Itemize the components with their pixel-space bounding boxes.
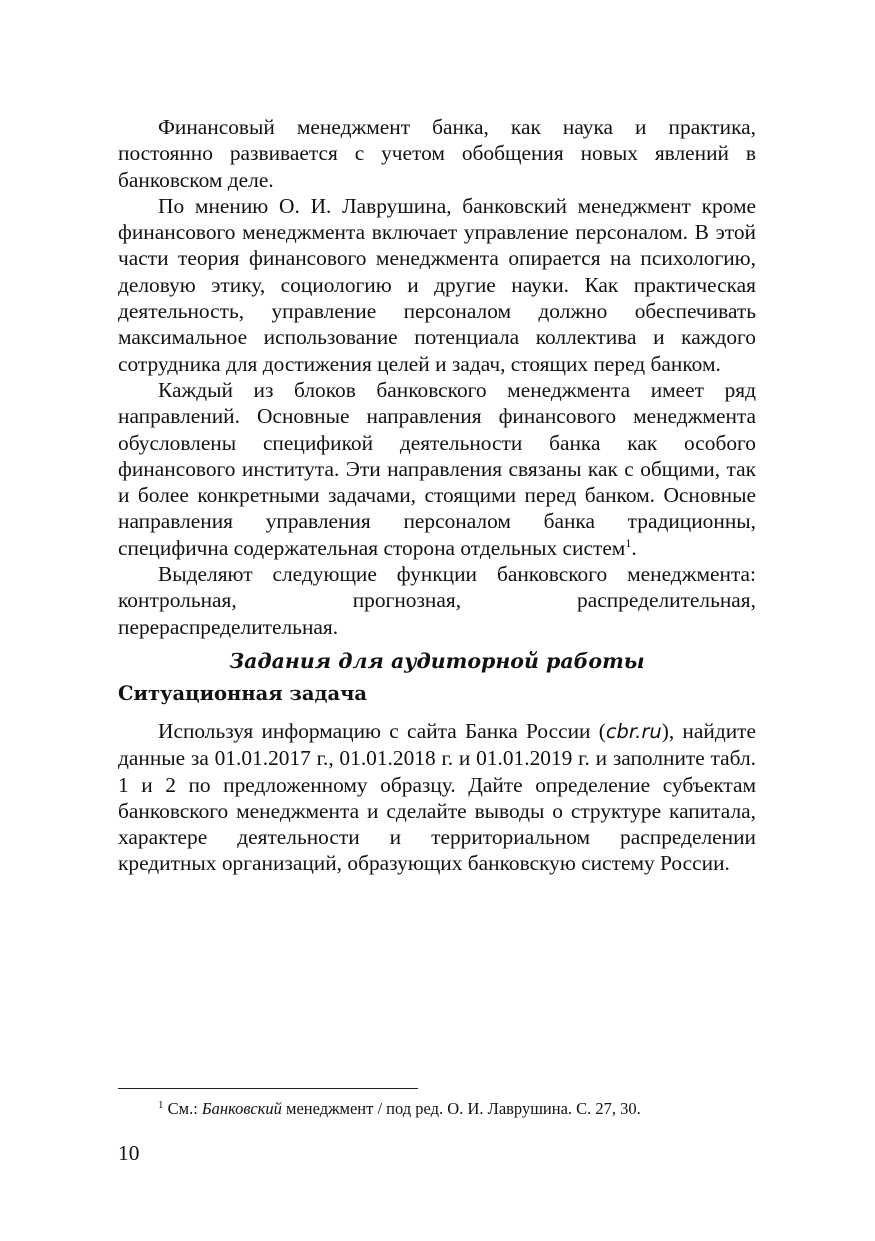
paragraph-task	[118, 718, 756, 877]
paragraph-management-blocks-text: Каждый из блоков банковского менеджмента имеет ряд направлений. Основные направления финансового менеджмента обусловлены спецификой деятельности банка как особого финансового института. Эти направления связаны как с общими, так и более конкретными задачами, стоящими перед банком. Основные направления управления персоналом банка традиционны, специфична содержательная сторона отдельных систем	[118, 377, 756, 560]
sub-heading: Ситуационная задача	[118, 681, 368, 705]
paragraph-end-punctuation: .	[631, 535, 637, 560]
cbr-site-reference: cbr.ru	[605, 719, 662, 743]
task-text-end: ), найдите данные за 01.01.2017 г., 01.01.2018 г. и 01.01.2019 г. и заполните табл. 1 и 2 по предложенному образцу. Дайте определение субъектам банковского менеджмента и сделайте выводы о структуре капитала, характере деятельности и территориальном распределении кредитных организаций, образующих банковскую систему России.	[118, 718, 756, 876]
footnote-rest: менеджмент / под ред. О. И. Лаврушина. С. 27, 30.	[281, 1099, 641, 1118]
footnote-divider	[118, 1088, 418, 1089]
footnote-mark: 1	[158, 1099, 164, 1111]
footnote	[158, 1098, 758, 1120]
section-heading: Задания для аудиторной работы	[229, 648, 645, 673]
footnote-title-italic: Банковский	[201, 1099, 282, 1118]
task-text-start: Используя информацию с сайта Банка России (	[158, 718, 606, 743]
main-text	[118, 114, 756, 877]
paragraph-financial-management: Финансовый менеджмент банка, как наука и практика, постоянно развивается с учетом обобщения новых явлений в банковском деле.	[118, 115, 756, 192]
footnote-reference: 1	[625, 535, 632, 550]
paragraph-management-blocks	[118, 377, 756, 561]
footnote-prefix: См.:	[163, 1099, 202, 1118]
paragraph-lavrushin-opinion: По мнению О. И. Лаврушина, банковский менеджмент кроме финансового менеджмента включает управление персоналом. В этой части теория финансового менеджмента опирается на психологию, деловую этику, социологию и другие науки. Как практическая деятельность, управление персоналом должно обеспечивать максимальное использование потенциала коллектива и каждого сотрудника для достижения целей и задач, стоящих перед банком.	[118, 193, 756, 376]
page-number: 10	[118, 1141, 140, 1165]
paragraph-management-functions: Выделяют следующие функции банковского менеджмента: контрольная, прогнозная, распределительная, перераспределительная.	[118, 562, 756, 639]
